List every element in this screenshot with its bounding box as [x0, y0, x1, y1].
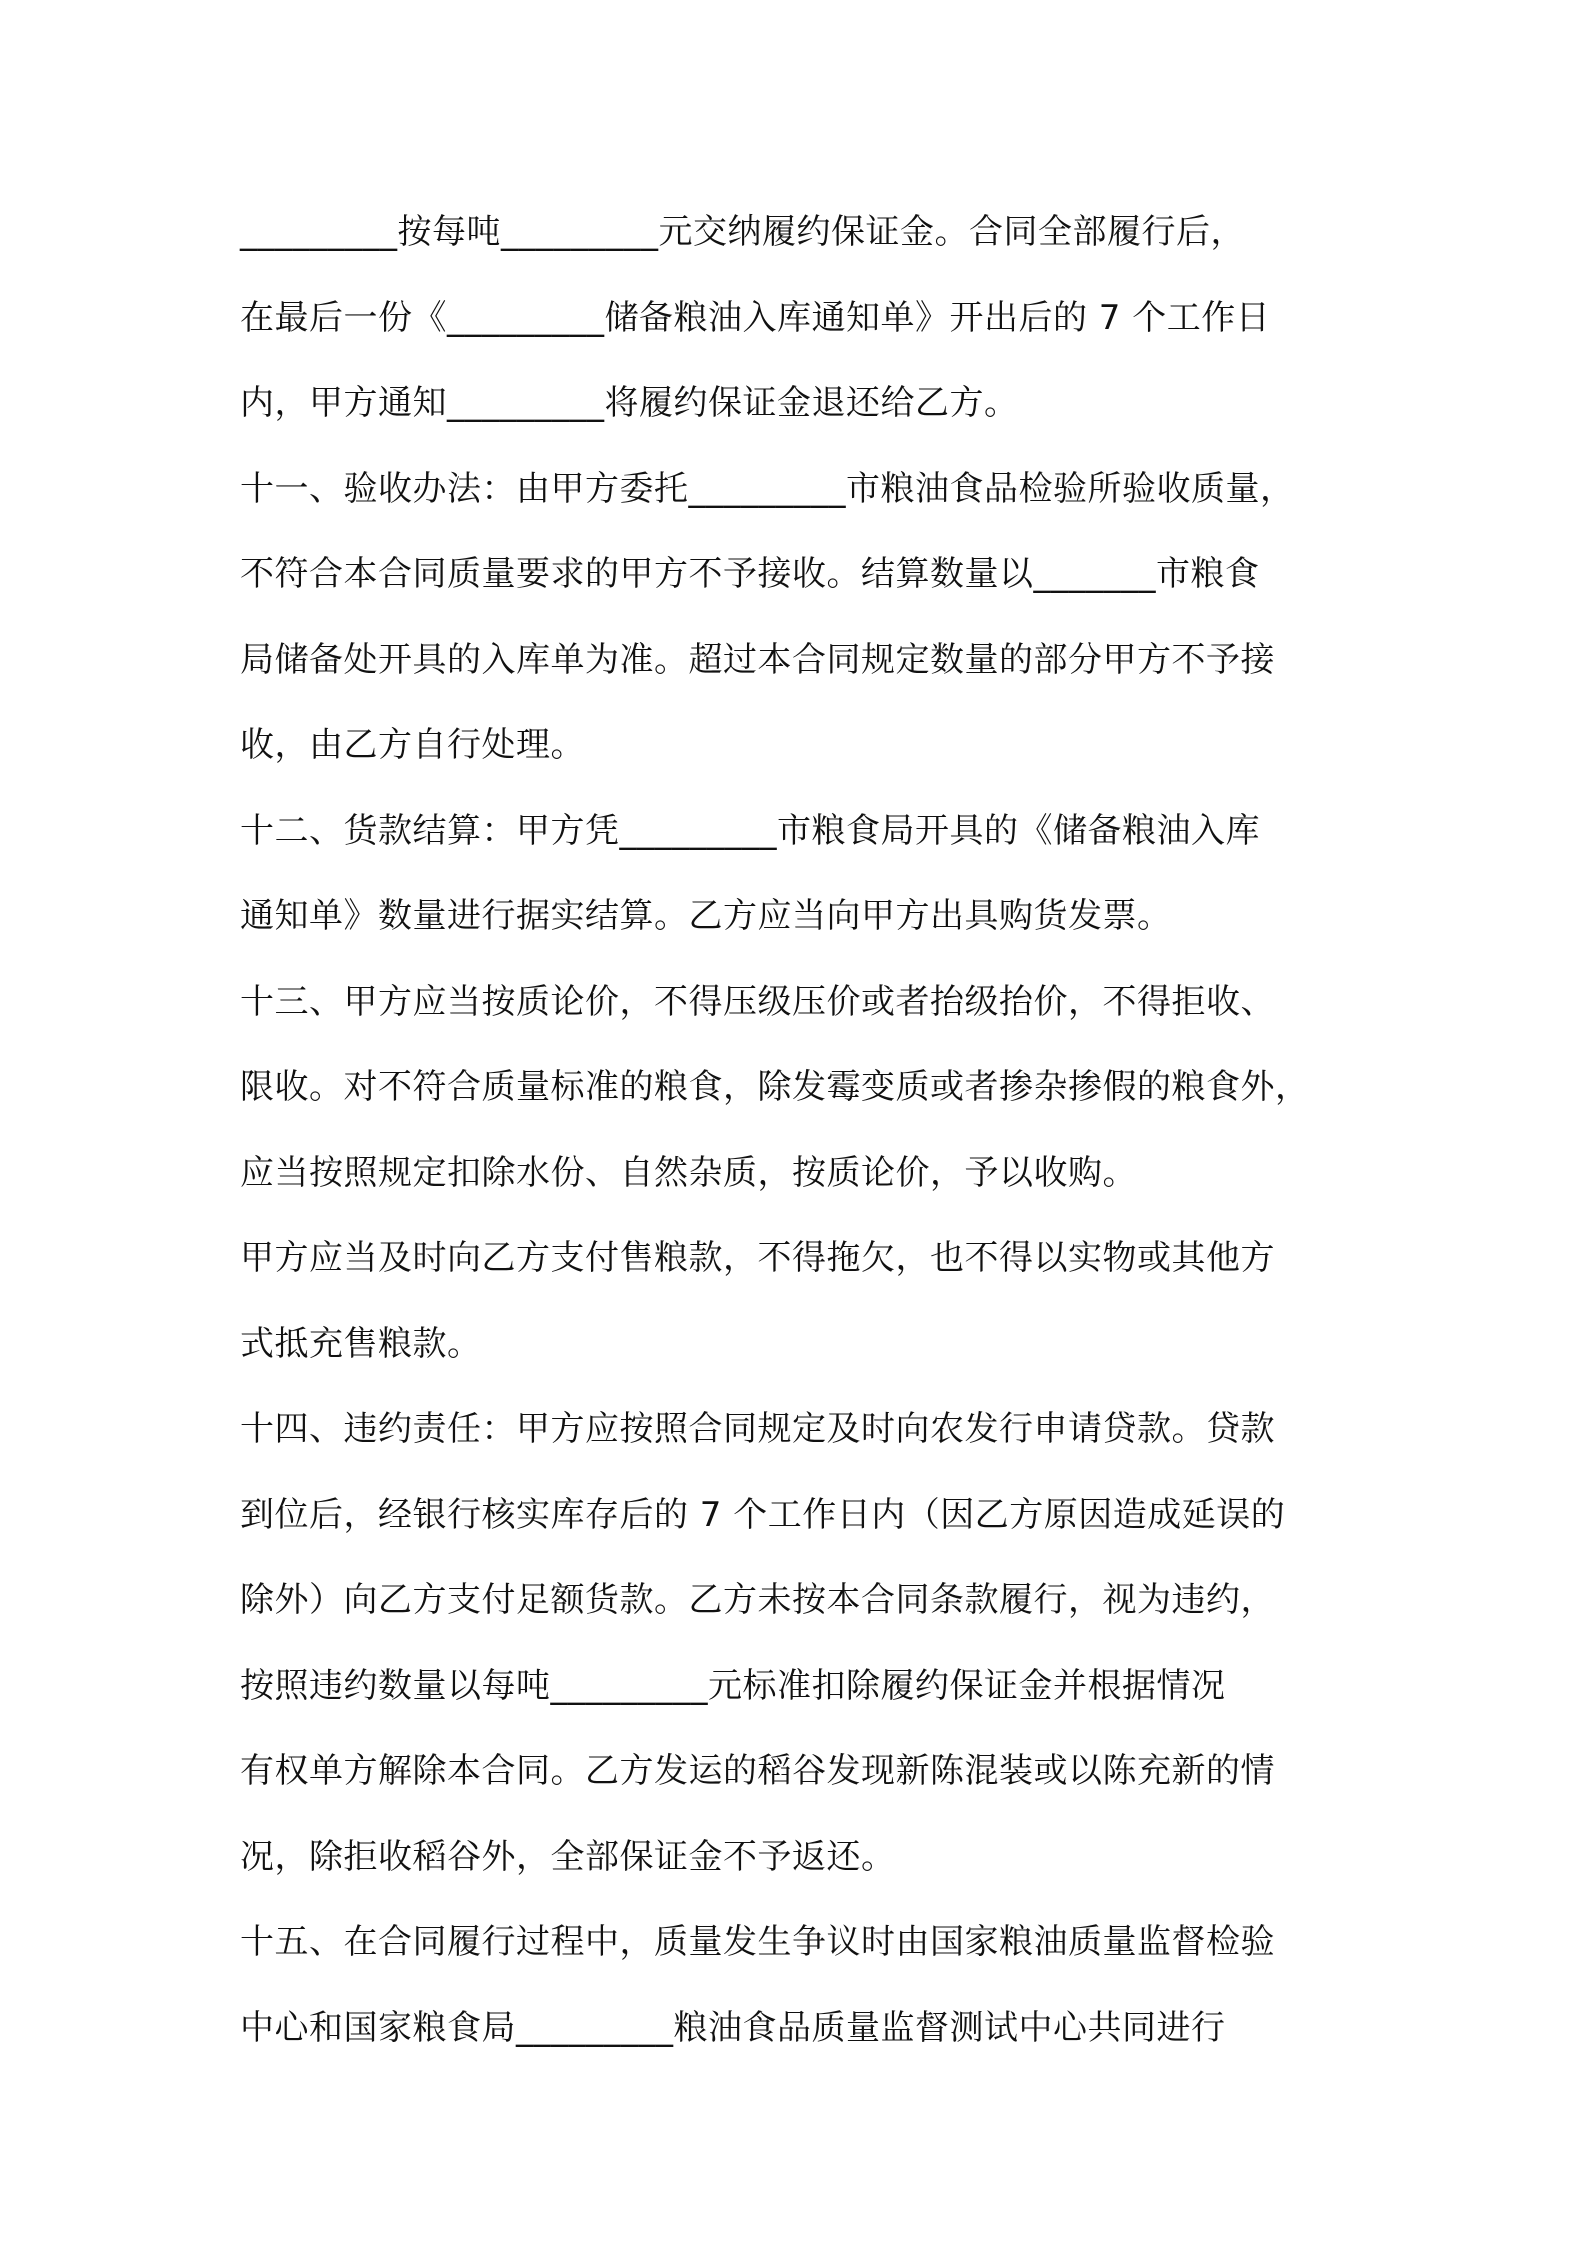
text-line: 限收。对不符合质量标准的粮食，除发霉变质或者掺杂掺假的粮食外，: [240, 1067, 1310, 1107]
text-line: 有权单方解除本合同。乙方发运的稻谷发现新陈混装或以陈充新的情: [240, 1751, 1275, 1791]
text-line: 十三、甲方应当按质论价，不得压级压价或者抬级抬价，不得拒收、: [240, 981, 1275, 1022]
text-line: _________按每吨_________元交纳履约保证金。合同全部履行后，: [240, 212, 1245, 252]
text-line: 十四、违约责任：甲方应按照合同规定及时向农发行申请贷款。贷款: [240, 1409, 1275, 1449]
text-line: 按照违约数量以每吨_________元标准扣除履约保证金并根据情况: [240, 1665, 1226, 1706]
text-line: 除外）向乙方支付足额货款。乙方未按本合同条款履行，视为违约，: [240, 1580, 1275, 1620]
text-line: 收，由乙方自行处理。: [240, 725, 585, 765]
text-line: 通知单》数量进行据实结算。乙方应当向甲方出具购货发票。: [240, 896, 1172, 936]
text-line: 应当按照规定扣除水份、自然杂质，按质论价，予以收购。: [240, 1152, 1137, 1193]
text-line: 十二、货款结算：甲方凭_________市粮食局开具的《储备粮油入库: [240, 810, 1260, 851]
text-line: 十一、验收办法：由甲方委托_________市粮油食品检验所验收质量，: [240, 468, 1295, 509]
text-line: 式抵充售粮款。: [240, 1323, 482, 1364]
contract-text: [240, 190, 1370, 2071]
text-line: 局储备处开具的入库单为准。超过本合同规定数量的部分甲方不予接: [240, 639, 1275, 680]
text-line: 十五、在合同履行过程中，质量发生争议时由国家粮油质量监督检验: [240, 1922, 1275, 1962]
text-line: 不符合本合同质量要求的甲方不予接收。结算数量以_______市粮食: [240, 554, 1260, 594]
text-line: 况，除拒收稻谷外，全部保证金不予返还。: [240, 1836, 896, 1877]
text-line: 内，甲方通知_________将履约保证金退还给乙方。: [240, 383, 1019, 423]
text-line: 甲方应当及时向乙方支付售粮款，不得拖欠，也不得以实物或其他方: [240, 1238, 1275, 1278]
text-line: 在最后一份《_________储备粮油入库通知单》开出后的 7 个工作日: [240, 297, 1271, 338]
text-line: 到位后，经银行核实库存后的 7 个工作日内（因乙方原因造成延误的: [240, 1494, 1286, 1535]
text-line: 中心和国家粮食局_________粮油食品质量监督测试中心共同进行: [240, 2007, 1226, 2048]
